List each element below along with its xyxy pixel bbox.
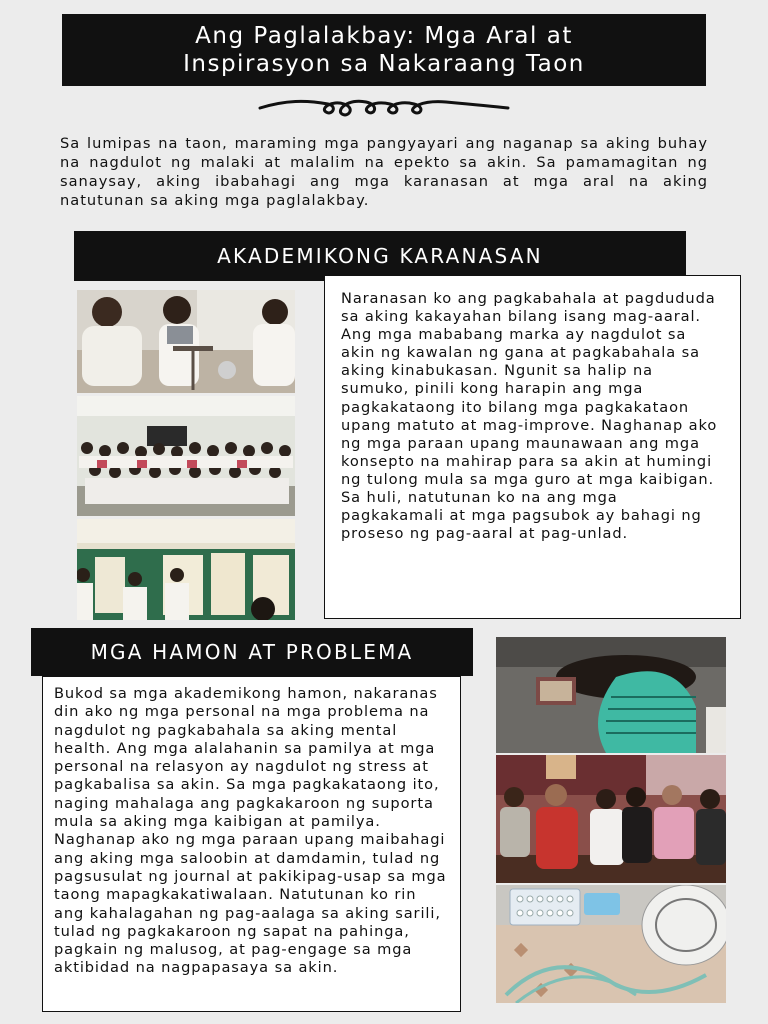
page-title: Ang Paglalakbay: Mga Aral at Inspirasyon sa Nakaraang Taon <box>183 23 585 77</box>
squiggle-divider <box>256 96 512 122</box>
academic-text-box <box>324 275 741 619</box>
photo-family-gathering <box>496 755 726 883</box>
challenges-paragraph: Bukod sa mga akademikong hamon, nakaranas din ako ng mga personal na mga problema na nagdulot ng pagkabahala sa aking mental health. Ang mga alalahanin sa pamilya at mga personal na relasyon ay nagdulot ng stress at pagkabalisa sa akin. Sa mga pagkakataong ito, naging mahalaga ang pagkakaroon ng suporta mula sa aking mga kaibigan at pamilya. Naghanap ako ng mga paraan upang maibahagi ang aking mga saloobin at damdamin, tulad ng pagsusulat ng journal at pakikipag-usap sa mga taong mapagkakatiwalaan. Natutunan ko rin ang kahalagahan ng pag-aalaga sa aking sarili, tulad ng pagkakaroon ng sapat na pahinga, pagkain ng malusog, at pag-engage sa mga aktibidad na nagpapasaya sa akin. <box>54 685 447 977</box>
challenges-text-box <box>42 676 461 1012</box>
photo-person-crouching <box>496 637 726 753</box>
section-heading-challenges: MGA HAMON AT PROBLEMA <box>31 628 473 676</box>
section-heading-academic: AKADEMIKONG KARANASAN <box>74 231 686 281</box>
title-banner <box>62 14 706 86</box>
photo-medicine <box>496 885 726 1003</box>
photo-bulletin-board <box>77 519 295 620</box>
photo-class-group <box>77 396 295 516</box>
photo-laboratory <box>77 290 295 393</box>
academic-paragraph: Naranasan ko ang pagkabahala at pagdududa sa aking kakayahan bilang isang mag-aaral. Ang mga mababang marka ay nagdulot sa akin ng kawalan ng gana at pagkabahala sa aking kinabukasan. Ngunit sa halip na sumuko, pinili kong harapin ang mga pagkakataong ito bilang mga pagkakataon upang matuto at mag-improve. Naghanap ako ng mga paraan upang maunawaan ang mga konsepto na mahirap para sa akin at humingi ng tulong mula sa mga guro at mga kaibigan. Sa huli, natutunan ko na ang mga pagkakamali at mga pagsubok ay bahagi ng proseso ng pag-aaral at pag-unlad. <box>341 290 718 543</box>
intro-paragraph: Sa lumipas na taon, maraming mga pangyayari ang naganap sa aking buhay na nagdulot ng malaki at malalim na epekto sa akin. Sa pamamagitan ng sanaysay, aking ibabahagi ang mga karanasan at mga aral na aking natutunan sa aking mga paglalakbay. <box>60 135 708 209</box>
